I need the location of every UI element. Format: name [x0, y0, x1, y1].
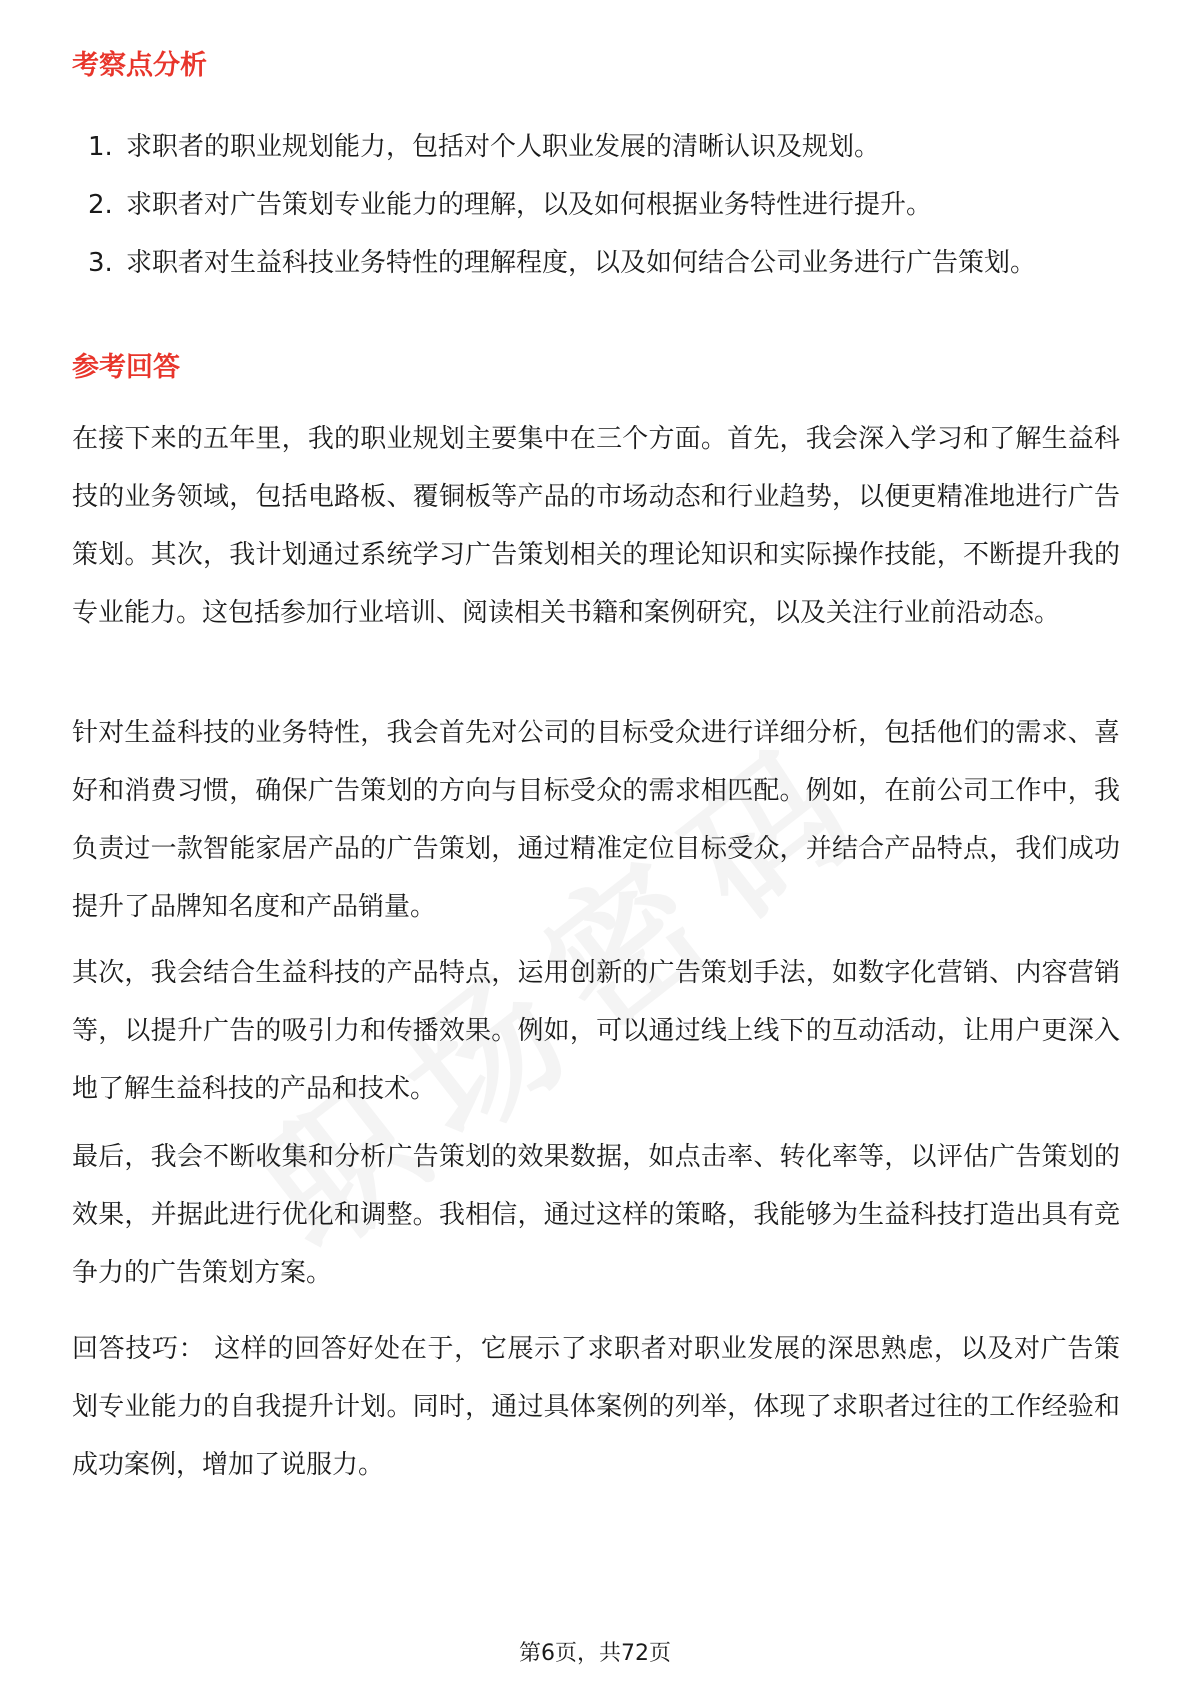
list-item-text: 求职者的职业规划能力，包括对个人职业发展的清晰认识及规划。 — [126, 132, 881, 162]
answer-paragraph-4: 最后，我会不断收集和分析广告策划的效果数据，如点击率、转化率等，以评估广告策划的效果，并据此进行优化和调整。我相信，通过这样的策略，我能够为生益科技打造出具有竞争力的广告策划方案。 — [72, 1142, 1120, 1288]
list-item — [72, 176, 1112, 234]
list-item-text: 求职者对生益科技业务特性的理解程度，以及如何结合公司业务进行广告策划。 — [126, 248, 1037, 278]
answer-paragraph-1: 在接下来的五年里，我的职业规划主要集中在三个方面。首先，我会深入学习和了解生益科技的业务领域，包括电路板、覆铜板等产品的市场动态和行业趋势，以便更精准地进行广告策划。其次，我计划通过系统学习广告策划相关的理论知识和实际操作技能，不断提升我的专业能力。这包括参加行业培训、阅读相关书籍和案例研究，以及关注行业前沿动态。 — [72, 424, 1120, 628]
list-item-text: 求职者对广告策划专业能力的理解，以及如何根据业务特性进行提升。 — [126, 190, 933, 220]
answer-paragraph-2: 针对生益科技的业务特性，我会首先对公司的目标受众进行详细分析，包括他们的需求、喜好和消费习惯，确保广告策划的方向与目标受众的需求相匹配。例如，在前公司工作中，我负责过一款智能家居产品的广告策划，通过精准定位目标受众，并结合产品特点，我们成功提升了品牌知名度和产品销量。 — [72, 718, 1120, 922]
list-number: 1. — [88, 132, 113, 162]
list-number: 2. — [88, 190, 113, 220]
answer-paragraph-3: 其次，我会结合生益科技的产品特点，运用创新的广告策划手法，如数字化营销、内容营销等，以提升广告的吸引力和传播效果。例如，可以通过线上线下的互动活动，让用户更深入地了解生益科技的产品和技术。 — [72, 958, 1120, 1104]
page-number-footer: 第6页，共72页 — [519, 1641, 671, 1666]
list-item — [72, 118, 1112, 176]
ordered-list — [72, 118, 1112, 292]
answer-tips-paragraph: 回答技巧： 这样的回答好处在于，它展示了求职者对职业发展的深思熟虑，以及对广告策划专业能力的自我提升计划。同时，通过具体案例的列举，体现了求职者过往的工作经验和成功案例，增加了说服力。 — [72, 1334, 1120, 1480]
list-item — [72, 234, 1112, 292]
section-heading-answer: 参考回答 — [72, 352, 180, 383]
list-number: 3. — [88, 248, 113, 278]
section-heading-analysis: 考察点分析 — [72, 50, 207, 81]
